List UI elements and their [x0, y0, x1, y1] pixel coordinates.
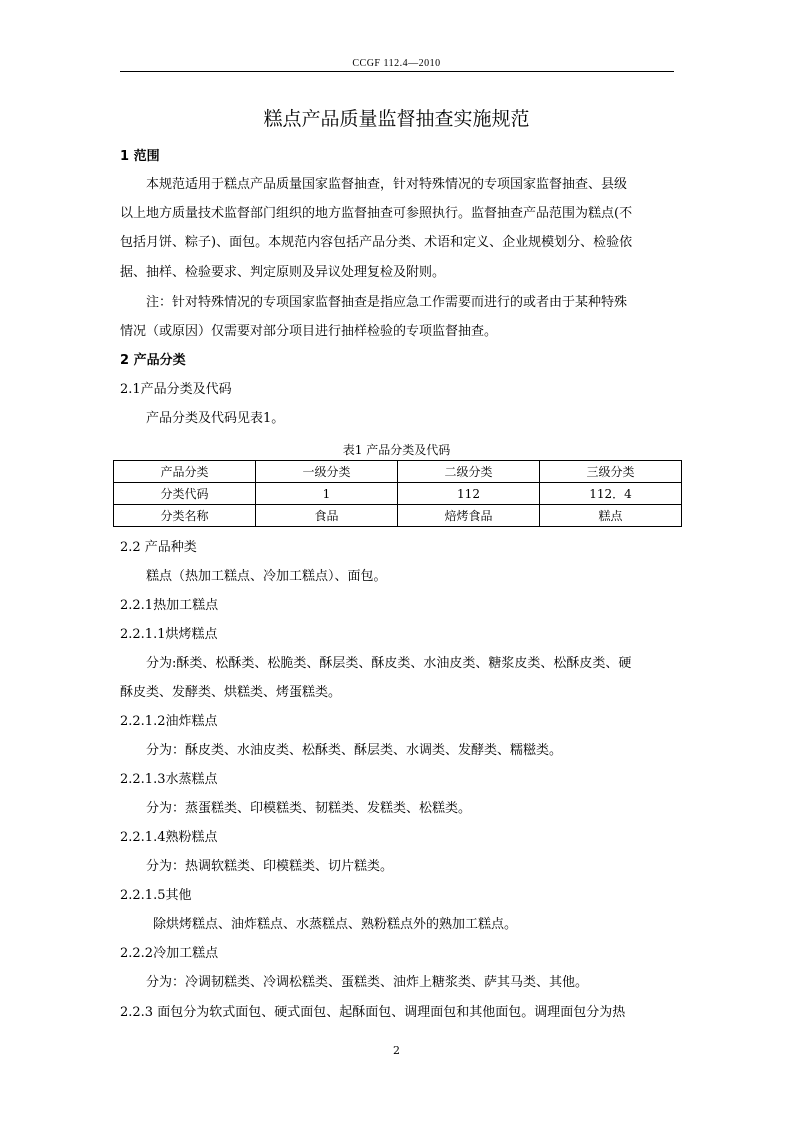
- subsection-heading: 2.2 产品种类: [120, 540, 197, 555]
- paragraph-line: 以上地方质量技术监督部门组织的地方监督抽查可参照执行。监督抽查产品范围为糕点(不: [120, 206, 633, 221]
- table-cell: 三级分类: [540, 461, 682, 483]
- subsection-heading: 2.2.1.2油炸糕点: [120, 714, 218, 729]
- table-row: [114, 483, 682, 505]
- table-cell: 112．4: [540, 483, 682, 505]
- subsection-heading: 2.2.1.5其他: [120, 888, 192, 903]
- paragraph-line: 2.2.3 面包分为软式面包、硬式面包、起酥面包、调理面包和其他面包。调理面包分为热: [120, 1005, 626, 1020]
- subsection-heading: 2.1产品分类及代码: [120, 382, 232, 397]
- paragraph-line: 包括月饼、粽子)、面包。本规范内容包括产品分类、术语和定义、企业规模划分、检验依: [120, 235, 633, 250]
- paragraph-line: 分为：酥皮类、水油皮类、松酥类、酥层类、水调类、发酵类、糯糍类。: [146, 743, 563, 758]
- table-cell: 一级分类: [256, 461, 398, 483]
- paragraph-line: 分为:酥类、松酥类、松脆类、酥层类、酥皮类、水油皮类、糖浆皮类、松酥皮类、硬: [146, 656, 632, 671]
- page-number: 2: [393, 1044, 400, 1057]
- paragraph-line: 分为：蒸蛋糕类、印模糕类、韧糕类、发糕类、松糕类。: [146, 801, 472, 816]
- table-cell: 1: [256, 483, 398, 505]
- subsection-heading: 2.2.1.3水蒸糕点: [120, 772, 218, 787]
- table-cell: 二级分类: [398, 461, 540, 483]
- classification-table: [113, 460, 682, 527]
- paragraph-line: 分为：热调软糕类、印模糕类、切片糕类。: [146, 859, 394, 874]
- note-line: 情况（或原因）仅需要对部分项目进行抽样检验的专项监督抽查。: [120, 324, 498, 339]
- paragraph-line: 除烘烤糕点、油炸糕点、水蒸糕点、熟粉糕点外的熟加工糕点。: [153, 917, 518, 932]
- section-heading-classification: 2 产品分类: [120, 353, 186, 368]
- subsection-heading: 2.2.2冷加工糕点: [120, 946, 219, 961]
- header-standard-code: CCGF 112.4—2010: [352, 58, 441, 69]
- note-line: 注：针对特殊情况的专项国家监督抽查是指应急工作需要而进行的或者由于某种特殊: [146, 295, 628, 310]
- table-cell: 焙烤食品: [398, 505, 540, 527]
- paragraph-line: 本规范适用于糕点产品质量国家监督抽查，针对特殊情况的专项国家监督抽查、县级: [146, 177, 628, 192]
- paragraph-line: 分为：冷调韧糕类、冷调松糕类、蛋糕类、油炸上糖浆类、萨其马类、其他。: [146, 975, 589, 990]
- table-cell: 112: [398, 483, 540, 505]
- header-rule: [120, 71, 674, 72]
- section-heading-scope: 1 范围: [120, 149, 160, 164]
- subsection-heading: 2.2.1.1烘烤糕点: [120, 627, 218, 642]
- table-row: [114, 505, 682, 527]
- paragraph-line: 产品分类及代码见表1。: [146, 411, 285, 426]
- paragraph-line: 据、抽样、检验要求、判定原则及异议处理复检及附则。: [120, 265, 446, 280]
- table-cell: 食品: [256, 505, 398, 527]
- table-cell: 分类名称: [114, 505, 256, 527]
- table-cell: 分类代码: [114, 483, 256, 505]
- table-cell: 糕点: [540, 505, 682, 527]
- subsection-heading: 2.2.1.4熟粉糕点: [120, 830, 218, 845]
- table-caption: 表1 产品分类及代码: [342, 443, 451, 457]
- paragraph-line: 糕点（热加工糕点、冷加工糕点）、面包。: [146, 569, 387, 584]
- subsection-heading: 2.2.1热加工糕点: [120, 598, 219, 613]
- table-row: [114, 461, 682, 483]
- paragraph-line: 酥皮类、发酵类、烘糕类、烤蛋糕类。: [120, 685, 342, 700]
- document-title: 糕点产品质量监督抽查实施规范: [263, 108, 530, 130]
- table-cell: 产品分类: [114, 461, 256, 483]
